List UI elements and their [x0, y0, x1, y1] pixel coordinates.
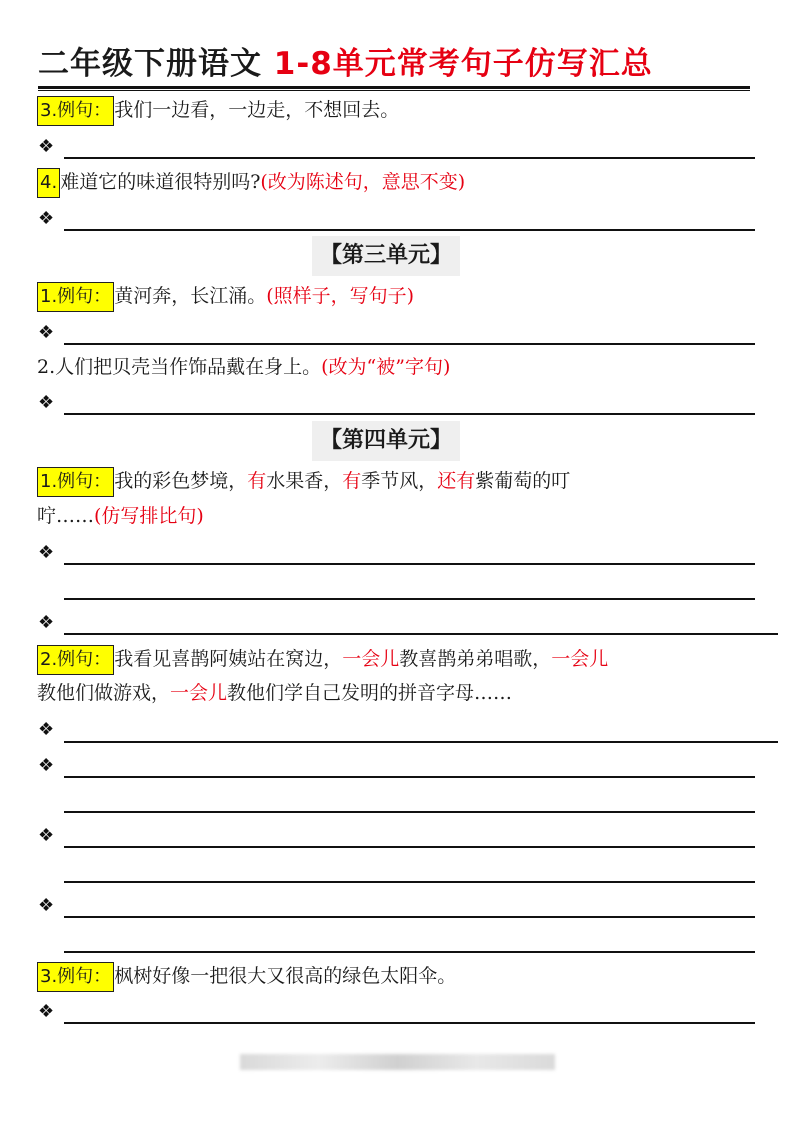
bullet-icon: ❖	[38, 612, 55, 633]
example-segment: 教他们做游戏，	[37, 682, 171, 704]
example-segment: 水果香，	[266, 470, 343, 492]
answer-line[interactable]	[64, 881, 755, 883]
answer-line[interactable]	[64, 229, 755, 231]
answer-line[interactable]	[64, 598, 755, 600]
instruction-hint: (照样子，写句子)	[266, 285, 415, 307]
answer-line[interactable]	[64, 741, 778, 743]
keyword: 有	[247, 470, 267, 492]
example-segment: 紫葡萄的叮	[475, 470, 571, 492]
bullet-icon: ❖	[38, 825, 55, 846]
example-segment: 教喜鹊弟弟唱歌，	[399, 648, 552, 670]
bullet-icon: ❖	[38, 136, 55, 157]
example-tag: 1.例句：	[37, 467, 114, 497]
question-sentence: 难道它的味道很特别吗?	[60, 171, 261, 193]
bullet-icon: ❖	[38, 392, 55, 413]
page-title	[38, 44, 653, 84]
example-segment: 季节风，	[361, 470, 438, 492]
title-red: 1-8单元常考句子仿写汇总	[273, 46, 653, 82]
bullet-icon: ❖	[38, 208, 55, 229]
answer-line[interactable]	[64, 811, 755, 813]
answer-line[interactable]	[64, 951, 755, 953]
u4-item2-line2	[37, 680, 512, 706]
u4-item2	[37, 645, 608, 675]
unit4-heading: 【第四单元】	[312, 421, 460, 461]
answer-line[interactable]	[64, 916, 755, 918]
blurred-watermark	[240, 1054, 555, 1070]
u3-item2	[37, 354, 450, 380]
bullet-icon: ❖	[38, 1001, 55, 1022]
title-underline-thin	[38, 90, 750, 91]
example-tag: 1.例句：	[37, 282, 114, 312]
u3-item1	[37, 282, 414, 312]
example-segment: 教他们学自己发明的拼音字母……	[227, 682, 513, 704]
answer-line[interactable]	[64, 1022, 755, 1024]
keyword: 有	[342, 470, 362, 492]
question-tag: 4.	[37, 168, 60, 198]
bullet-icon: ❖	[38, 542, 55, 563]
example-tag: 3.例句：	[37, 96, 114, 126]
question-sentence: 2.人们把贝壳当作饰品戴在身上。	[37, 356, 322, 378]
u4-item1	[37, 467, 570, 497]
instruction-hint: (改为“被”字句)	[321, 356, 451, 378]
bullet-icon: ❖	[38, 895, 55, 916]
instruction-hint: (改为陈述句，意思不变)	[260, 171, 466, 193]
answer-line[interactable]	[64, 563, 755, 565]
example-segment: 我的彩色梦境，	[114, 470, 248, 492]
example-segment: 我看见喜鹊阿姨站在窝边，	[114, 648, 343, 670]
answer-line[interactable]	[64, 413, 755, 415]
u4-item1-line2	[37, 503, 204, 529]
title-black: 二年级下册语文	[38, 46, 274, 82]
keyword: 一会儿	[551, 648, 609, 670]
instruction-hint: (仿写排比句)	[94, 505, 204, 527]
answer-line[interactable]	[64, 633, 778, 635]
bullet-icon: ❖	[38, 755, 55, 776]
title-underline	[38, 86, 750, 89]
example-tag: 2.例句：	[37, 645, 114, 675]
answer-line[interactable]	[64, 157, 755, 159]
answer-line[interactable]	[64, 343, 755, 345]
u2-item4	[37, 168, 465, 198]
answer-line[interactable]	[64, 776, 755, 778]
keyword: 一会儿	[170, 682, 228, 704]
example-sentence: 黄河奔，长江涌。	[114, 285, 267, 307]
example-sentence: 我们一边看，一边走，不想回去。	[114, 99, 400, 121]
keyword: 一会儿	[342, 648, 400, 670]
example-segment: 咛……	[37, 505, 95, 527]
bullet-icon: ❖	[38, 719, 55, 740]
u2-item3	[37, 96, 399, 126]
u4-item3	[37, 962, 456, 992]
answer-line[interactable]	[64, 846, 755, 848]
unit3-heading: 【第三单元】	[312, 236, 460, 276]
bullet-icon: ❖	[38, 322, 55, 343]
keyword: 还有	[437, 470, 476, 492]
example-tag: 3.例句：	[37, 962, 114, 992]
example-sentence: 枫树好像一把很大又很高的绿色太阳伞。	[114, 965, 457, 987]
